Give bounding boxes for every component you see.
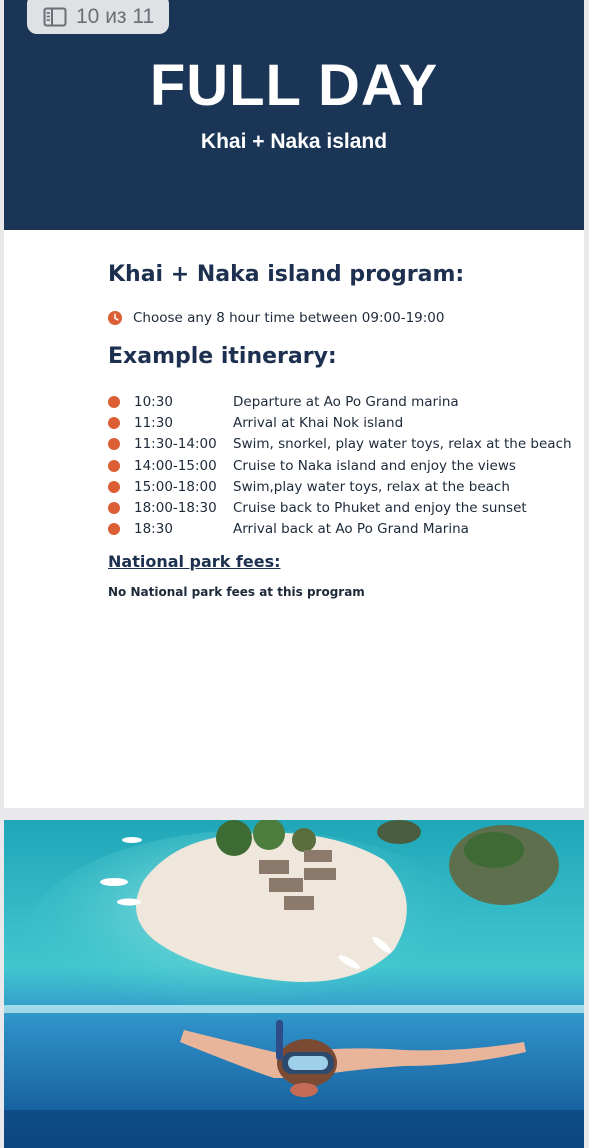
itinerary-item — [108, 519, 572, 540]
document-page — [4, 0, 584, 808]
itinerary-title: Example itinerary: — [108, 344, 337, 369]
itinerary-activity: Departure at Ao Po Grand marina — [233, 393, 459, 410]
bullet-dot-icon — [108, 502, 120, 514]
itinerary-time: 18:00-18:30 — [134, 500, 217, 517]
itinerary-activity: Swim,play water toys, relax at the beach — [233, 478, 510, 495]
schedule-line — [108, 310, 444, 326]
itinerary-list — [108, 391, 572, 540]
itinerary-activity: Cruise back to Phuket and enjoy the sunset — [233, 500, 527, 517]
bullet-dot-icon — [108, 523, 120, 535]
itinerary-item — [108, 476, 572, 497]
island-snorkel-photo — [4, 820, 584, 1148]
bullet-dot-icon — [108, 481, 120, 493]
bullet-dot-icon — [108, 438, 120, 450]
itinerary-item — [108, 455, 572, 476]
fees-title: National park fees: — [108, 552, 281, 571]
page-counter-label: 10 из 11 — [76, 5, 155, 28]
itinerary-time: 10:30 — [134, 393, 173, 410]
bullet-dot-icon — [108, 417, 120, 429]
itinerary-time: 14:00-15:00 — [134, 457, 217, 474]
header-title: FULL DAY — [149, 53, 439, 118]
schedule-text: Choose any 8 hour time between 09:00-19:00 — [133, 310, 445, 326]
itinerary-activity: Swim, snorkel, play water toys, relax at the beach — [233, 436, 572, 453]
itinerary-item — [108, 391, 572, 412]
itinerary-time: 11:30-14:00 — [134, 436, 217, 453]
itinerary-item — [108, 434, 572, 455]
bullet-dot-icon — [108, 460, 120, 472]
program-title: Khai + Naka island program: — [108, 262, 465, 287]
island-snorkel-image — [4, 820, 584, 1148]
header-banner — [4, 0, 584, 230]
itinerary-activity: Arrival at Khai Nok island — [233, 414, 404, 431]
sidebar-panel-icon — [43, 7, 67, 27]
page-counter[interactable] — [27, 0, 169, 34]
itinerary-activity: Arrival back at Ao Po Grand Marina — [233, 521, 469, 538]
itinerary-activity: Cruise to Naka island and enjoy the views — [233, 457, 516, 474]
itinerary-item — [108, 497, 572, 518]
clock-icon — [108, 311, 122, 325]
itinerary-time: 18:30 — [134, 521, 173, 538]
bullet-dot-icon — [108, 396, 120, 408]
itinerary-item — [108, 412, 572, 433]
fees-text: No National park fees at this program — [108, 585, 365, 599]
itinerary-time: 15:00-18:00 — [134, 478, 217, 495]
itinerary-time: 11:30 — [134, 414, 173, 431]
header-subtitle: Khai + Naka island — [200, 130, 388, 153]
